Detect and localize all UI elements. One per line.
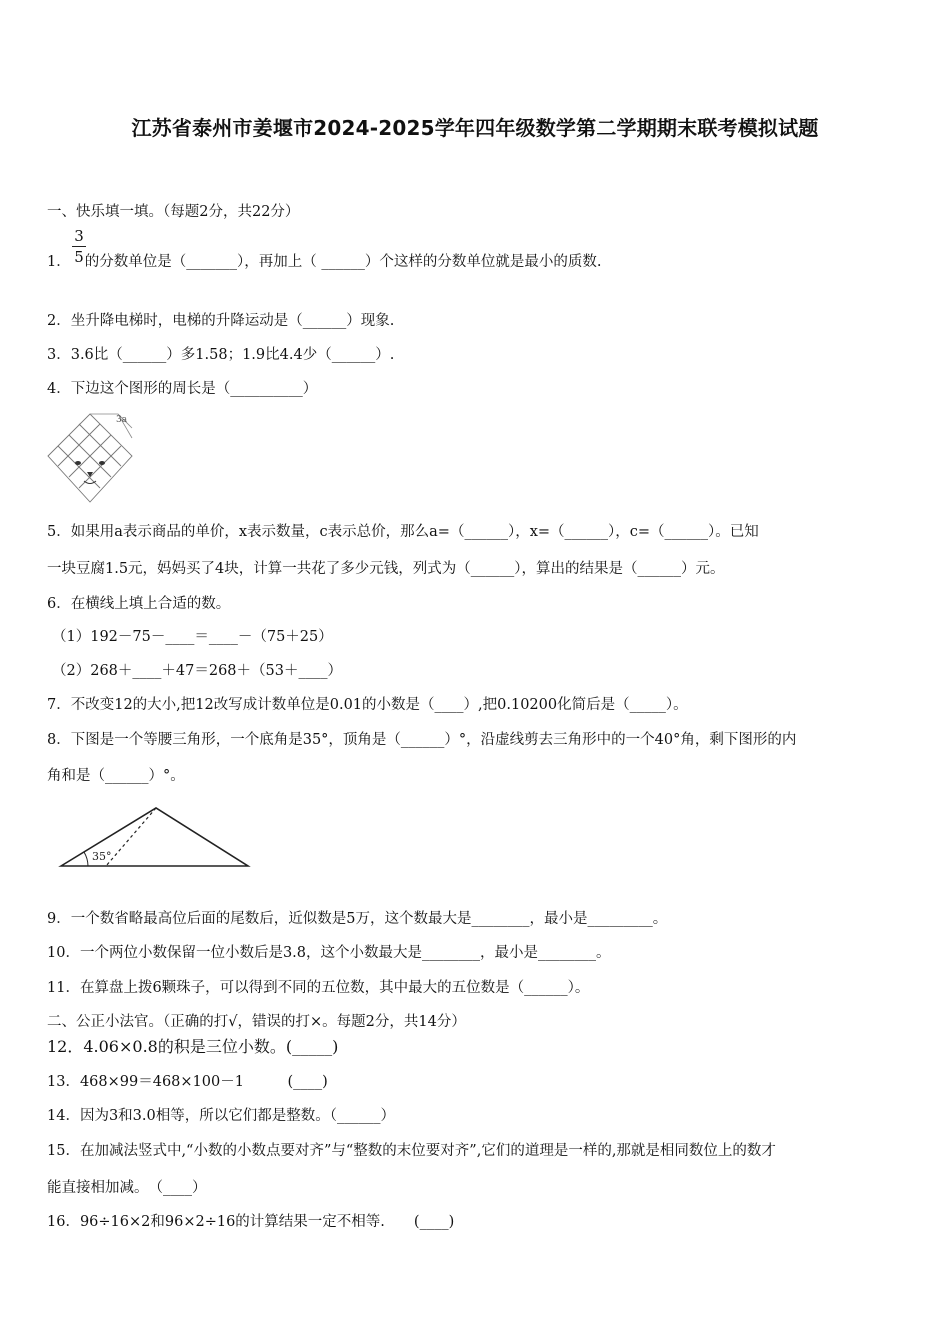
question-6-2: （2）268＋____＋47＝268＋（53＋____） [52,663,342,679]
question-1 [47,252,909,272]
question-3: 3．3.6比（______）多1.58；1.9比4.4少（______）. [47,347,395,363]
question-number: 1． [47,254,71,270]
fraction [72,227,86,266]
question-12: 12．4.06×0.8的积是三位小数。(_____) [47,1037,339,1056]
page-title: 江苏省泰州市姜堰市2024-2025学年四年级数学第二学期期末联考模拟试题 [131,116,819,140]
grid-figure [44,408,144,510]
question-15-line-1: 15．在加减法竖式中,“小数的小数点要对齐”与“整数的末位要对齐”,它们的道理是一样的,那就是相同数位上的数才 [47,1143,776,1159]
question-13: 13．468×99＝468×100－1 (____) [47,1074,328,1090]
isosceles-triangle-figure [56,802,254,872]
question-8-line-2: 角和是（______）°。 [47,768,185,784]
question-15-line-2: 能直接相加减。 （____） [47,1180,207,1196]
question-16: 16．96÷16×2和96×2÷16的计算结果一定不相等. (____) [47,1214,455,1230]
section-heading-2: 二、公正小法官。（正确的打√，错误的打×。每题2分，共14分） [47,1014,466,1030]
question-14: 14．因为3和3.0相等，所以它们都是整数。（______） [47,1108,395,1124]
section-heading-1: 一、快乐填一填。（每题2分，共22分） [47,204,300,220]
figure-label: 3a [116,415,128,425]
question-8-line-1: 8．下图是一个等腰三角形，一个底角是35°，顶角是（______）°，沿虚线剪去三角形中的一个40°角，剩下图形的内 [47,732,797,748]
question-4: 4．下边这个图形的周长是（__________） [47,381,318,397]
question-11: 11．在算盘上拨6颗珠子，可以得到不同的五位数，其中最大的五位数是（______）。 [47,980,590,996]
question-text: 的分数单位是（_______），再加上（ ______）个这样的分数单位就是最小的质数. [84,254,602,270]
question-6-1: （1）192－75－____＝____－（75＋25） [52,629,333,645]
angle-label: 35° [92,850,112,863]
question-10: 10．一个两位小数保留一位小数后是3.8，这个小数最大是________，最小是________。 [47,945,611,961]
question-7: 7．不改变12的大小,把12改写成计数单位是0.01的小数是（____）,把0.10200化简后是（_____）。 [47,697,688,713]
question-2: 2．坐升降电梯时，电梯的升降运动是（______）现象. [47,313,395,329]
question-6: 6．在横线上填上合适的数。 [47,596,231,612]
fraction-numerator: 3 [74,227,84,245]
question-5-line-1: 5．如果用a表示商品的单价，x表示数量，c表示总价，那么a=（______），x=（______），c=（______）。已知 [47,524,759,540]
question-5-line-2: 一块豆腐1.5元，妈妈买了4块，计算一共花了多少元钱，列式为（______），算出的结果是（______）元。 [47,561,725,577]
fraction-denominator: 5 [74,248,84,266]
question-9: 9．一个数省略最高位后面的尾数后，近似数是5万，这个数最大是________，最小是_________。 [47,911,668,927]
